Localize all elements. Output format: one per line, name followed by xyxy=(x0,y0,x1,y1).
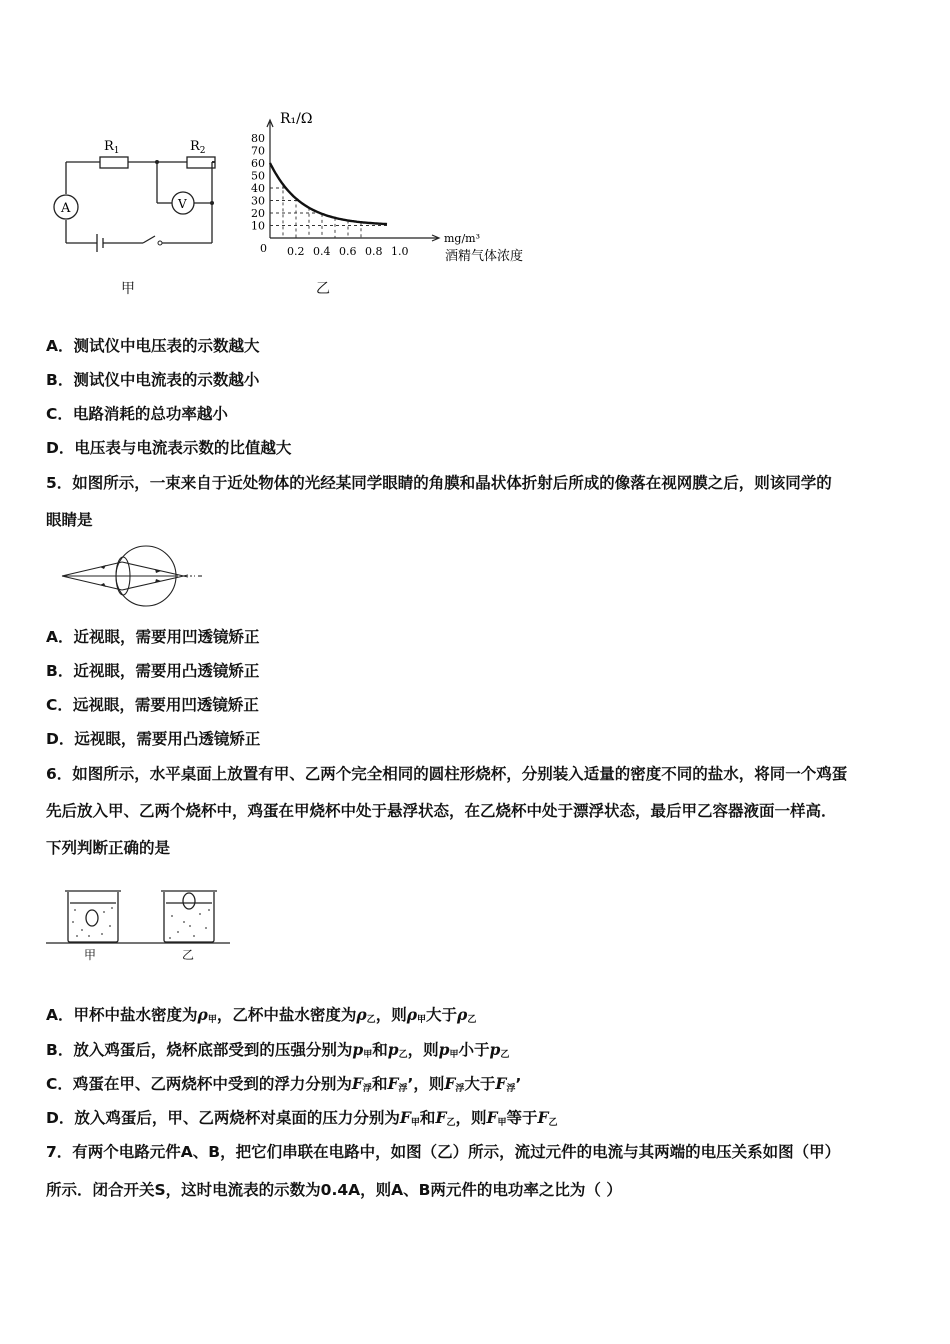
circuit-caption: 甲 xyxy=(121,281,135,297)
q6-stem-line2: 先后放入甲、乙两个烧杯中，鸡蛋在甲烧杯中处于悬浮状态，在乙烧杯中处于漂浮状态，最后甲乙容器液面一样高． xyxy=(46,802,837,820)
y-tick-label: 50 xyxy=(251,169,265,183)
r1-label: R xyxy=(104,139,114,154)
q6-option-b: B．放入鸡蛋后，烧杯底部受到的压强分别为$p_甲$和$p_乙$，则$p_甲$小于$p_乙$ xyxy=(46,1040,510,1060)
svg-text:R1 xyxy=(104,139,120,156)
y-tick-label: 70 xyxy=(251,144,265,158)
circuit-diagram xyxy=(40,130,230,265)
x-tick-label: 0.2 xyxy=(287,245,305,258)
origin-label: 0 xyxy=(260,242,267,255)
x-tick-label: 0.8 xyxy=(365,245,383,258)
q5-stem-line2: 眼睛是 xyxy=(46,511,93,529)
y-tick-label: 20 xyxy=(251,207,265,220)
y-tick-labels xyxy=(251,132,265,233)
x-tick-label: 0.4 xyxy=(313,245,331,258)
q4-option-a: A．测试仪中电压表的示数越大 xyxy=(46,337,260,355)
y-tick-label: 80 xyxy=(251,132,265,145)
q6-stem-line3: 下列判断正确的是 xyxy=(46,839,171,857)
y-tick-label: 10 xyxy=(251,219,265,233)
y-axis-label: R₁/Ω xyxy=(280,111,313,127)
q5-option-b: B．近视眼，需要用凸透镜矫正 xyxy=(46,662,260,680)
q6-stem-line1: 6．如图所示，水平桌面上放置有甲、乙两个完全相同的圆柱形烧杯，分别装入适量的密度不同的盐水，将同一个鸡蛋 xyxy=(46,765,848,783)
y-tick-label: 60 xyxy=(251,157,265,170)
q4-option-c: C．电路消耗的总功率越小 xyxy=(46,405,228,423)
y-tick-label: 30 xyxy=(251,194,265,208)
q5-stem-line1: 5．如图所示，一束来自于近处物体的光经某同学眼睛的角膜和晶状体折射后所成的像落在视网膜之后，则该同学的 xyxy=(46,474,832,492)
beakers-diagram xyxy=(44,886,234,966)
x-tick-label: 1.0 xyxy=(391,245,409,258)
q7-stem-line1: 7．有两个电路元件A、B，把它们串联在电路中，如图（乙）所示，流过元件的电流与其两端的电压关系如图（甲） xyxy=(46,1143,841,1161)
concentration-resistance-graph xyxy=(248,108,548,270)
beaker-left-label: 甲 xyxy=(84,948,97,962)
voltmeter-label: V xyxy=(178,197,187,211)
r2-label: R xyxy=(190,139,200,154)
ammeter-label: A xyxy=(61,201,71,216)
x-tick-labels xyxy=(287,245,409,258)
q5-option-c: C．远视眼，需要用凹透镜矫正 xyxy=(46,696,259,714)
graph-caption: 乙 xyxy=(316,281,330,297)
q4-option-d: D．电压表与电流表示数的比值越大 xyxy=(46,439,292,457)
x-axis-label: 酒精气体浓度 xyxy=(445,249,524,264)
resistance-curve xyxy=(270,163,387,224)
y-tick-label: 40 xyxy=(251,182,265,195)
q6-option-d: D．放入鸡蛋后，甲、乙两烧杯对桌面的压力分别为$F_甲$和$F_乙$，则$F_甲$等于$F_乙$ xyxy=(46,1108,558,1128)
r1-sub: 1 xyxy=(113,146,120,156)
dashed-guides xyxy=(270,184,387,238)
eye-ray-diagram xyxy=(60,542,210,612)
x-axis-unit: mg/m³ xyxy=(444,232,481,245)
q7-stem-line2: 所示．闭合开关S，这时电流表的示数为0.4A，则A、B两元件的电功率之比为（ ） xyxy=(46,1181,622,1199)
q6-option-c: C．鸡蛋在甲、乙两烧杯中受到的浮力分别为$F_浮$和$F_浮$’，则$F_浮$大于$F_浮$’ xyxy=(46,1074,522,1094)
svg-text:R2 xyxy=(190,139,206,156)
q6-option-a: A．甲杯中盐水密度为$\rho_甲$，乙杯中盐水密度为$\rho_乙$，则$\rho_甲$大于$\rho_乙$ xyxy=(46,1005,477,1025)
x-tick-label: 0.6 xyxy=(339,245,357,258)
q4-option-b: B．测试仪中电流表的示数越小 xyxy=(46,371,260,389)
beaker-right-label: 乙 xyxy=(182,948,195,962)
q5-option-a: A．近视眼，需要用凹透镜矫正 xyxy=(46,628,260,646)
q5-option-d: D．远视眼，需要用凸透镜矫正 xyxy=(46,730,261,748)
r2-sub: 2 xyxy=(199,146,206,156)
